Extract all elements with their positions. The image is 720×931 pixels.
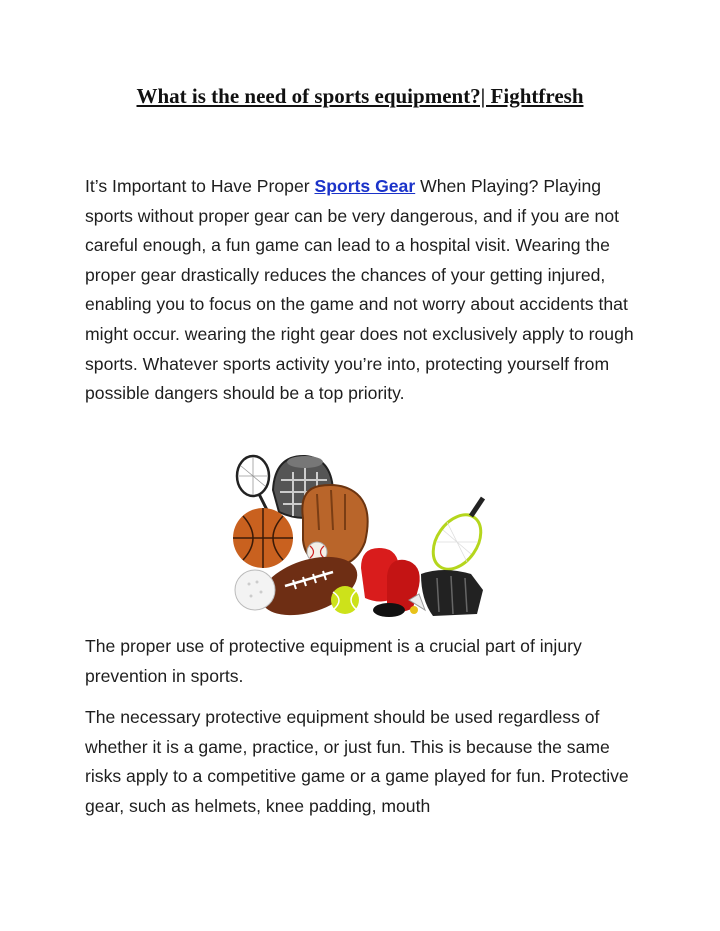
- batting-glove-icon: [421, 570, 483, 616]
- boxing-gloves-icon: [361, 548, 420, 612]
- tennis-racket-icon: [423, 498, 487, 578]
- golf-ball-icon: [235, 570, 275, 610]
- body-paragraph-2: The proper use of protective equipment is a crucial part of injury prevention in sports.: [85, 636, 582, 686]
- intro-text-rest: When Playing? Playing sports without proper gear can be very dangerous, and if you are not careful enough, a fun game can lead to a hospital visit. Wearing the proper gear drastically reduces the chances of your getting injured, enabling you to focus on the game and not worry about accidents that might occur. wearing the right gear does not exclusively apply to rough sports. Whatever sports activity you’re into, protecting yourself from possible dangers should be a top priority.: [85, 176, 634, 404]
- body-paragraph-3: The necessary protective equipment should be used regardless of whether it is a game, practice, or just fun. This is because the same risks apply to a competitive game or a game played for fun. Protective gear, such as helmets, knee padding, mouth: [85, 707, 629, 816]
- page-title: What is the need of sports equipment?| Fightfresh: [136, 84, 584, 108]
- intro-paragraph: [85, 172, 645, 409]
- hockey-puck-icon: [373, 603, 405, 617]
- tennis-ball-icon: [331, 586, 359, 614]
- sports-equipment-image: [233, 450, 487, 620]
- intro-text-start: It’s Important to Have Proper: [85, 176, 315, 196]
- basketball-icon: [233, 508, 293, 568]
- sports-gear-link[interactable]: Sports Gear: [314, 176, 416, 196]
